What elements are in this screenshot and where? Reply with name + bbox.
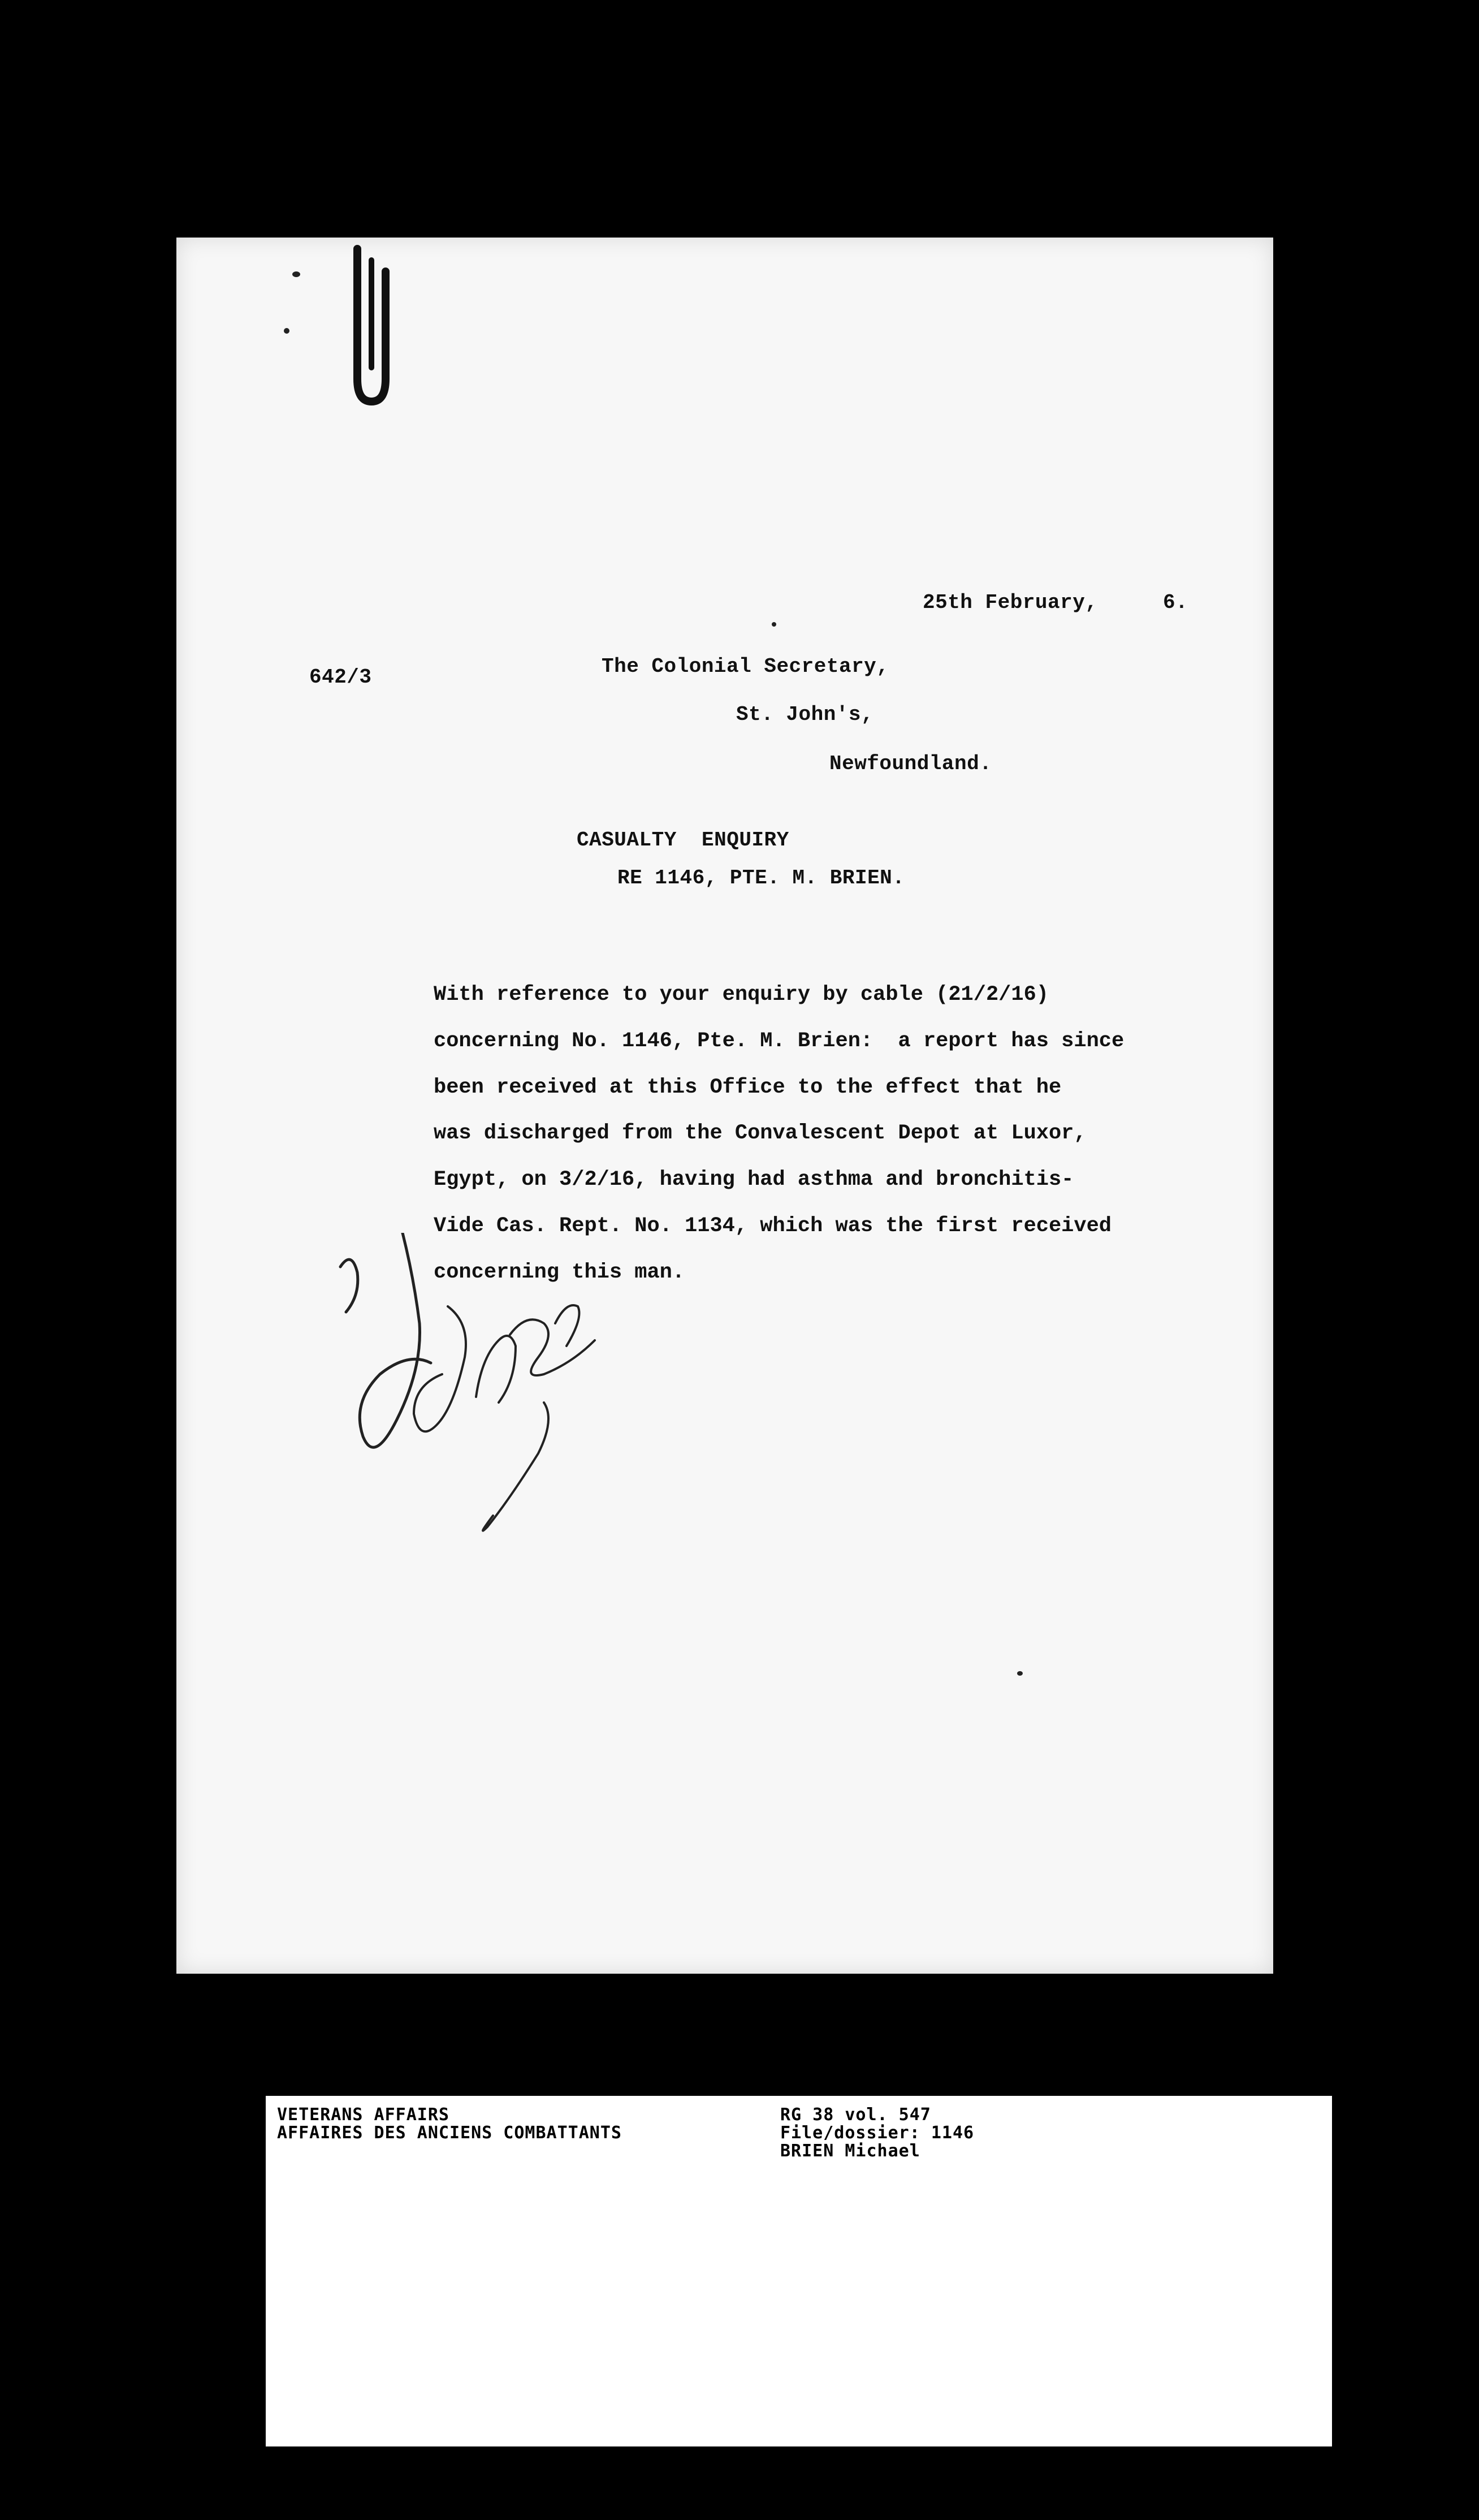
letter-date: 25th February,: [923, 591, 1098, 614]
body-line: concerning this man.: [434, 1261, 685, 1284]
department-english: VETERANS AFFAIRS: [277, 2105, 449, 2125]
body-line: concerning No. 1146, Pte. M. Brien: a report has since: [434, 1029, 1125, 1053]
file-number: File/dossier: 1146: [780, 2123, 975, 2143]
subject-line-1: CASUALTY ENQUIRY: [577, 829, 789, 852]
record-group: RG 38 vol. 547: [780, 2105, 931, 2125]
paper-speck: [284, 328, 289, 334]
paper-speck: [1017, 1671, 1023, 1676]
addressee-line-2: St. John's,: [736, 703, 874, 726]
paper-speck: [292, 271, 300, 277]
body-line: Egypt, on 3/2/16, having had asthma and bronchitis-: [434, 1168, 1074, 1192]
letter-year: 6.: [1163, 591, 1188, 614]
addressee-line-1: The Colonial Secretary,: [602, 655, 889, 678]
addressee-line-3: Newfoundland.: [829, 752, 992, 775]
body-line: been received at this Office to the effect that he: [434, 1076, 1062, 1099]
body-line: Vide Cas. Rept. No. 1134, which was the first received: [434, 1214, 1112, 1238]
paperclip-icon: [340, 238, 391, 407]
reference-number: 642/3: [309, 666, 372, 689]
paper-speck: [772, 622, 776, 627]
handwritten-signature: [329, 1233, 668, 1629]
body-line: With reference to your enquiry by cable (21/2/16): [434, 983, 1049, 1007]
archive-label: [266, 2096, 1332, 2446]
department-french: AFFAIRES DES ANCIENS COMBATTANTS: [277, 2123, 622, 2143]
subject-line-2: RE 1146, PTE. M. BRIEN.: [617, 866, 905, 890]
body-line: was discharged from the Convalescent Depot at Luxor,: [434, 1121, 1087, 1145]
letter-page: [176, 238, 1273, 1974]
soldier-name: BRIEN Michael: [780, 2141, 920, 2161]
